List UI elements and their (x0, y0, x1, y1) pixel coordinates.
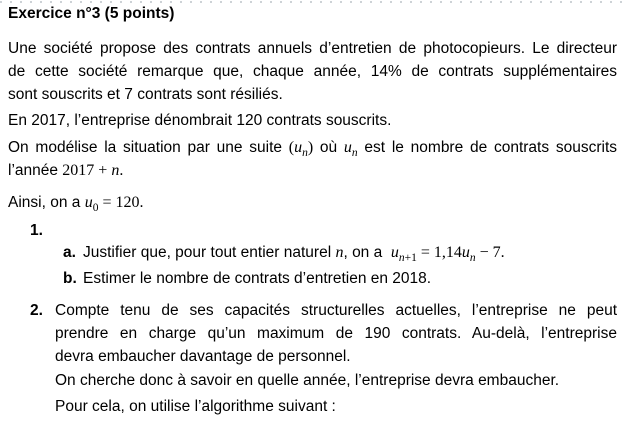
exercise-title: Exercice n°3 (5 points) (8, 5, 175, 22)
text-run: , on a (343, 244, 391, 261)
question-1a-row (63, 241, 617, 264)
text-line: Une société propose des contrats annuels d’entretien de photocopieurs. Le directeur (8, 40, 617, 57)
text-line: de cette société remarque que, chaque année, 14% de contrats supplémentaires (8, 63, 617, 80)
perforation-dotted-line (0, 1, 626, 3)
math-run: ( (288, 139, 295, 156)
math-run: u (461, 244, 470, 261)
math-run: = 120. (98, 194, 144, 211)
text-run: Justifier que, pour tout entier naturel (83, 244, 336, 261)
math-subscript: n (398, 252, 405, 265)
text-run: est le nombre de contrats souscrits (357, 139, 617, 156)
text-line: devra embaucher davantage de personnel. (55, 348, 351, 365)
math-subscript: n (469, 252, 476, 265)
math-subscript: n (351, 147, 358, 160)
math-run: n (335, 244, 344, 261)
question-1b-row (63, 267, 617, 290)
paragraph-intro (8, 37, 617, 106)
math-run: = 1,14 (416, 244, 462, 261)
math-run: − 7. (475, 244, 505, 261)
math-run: ) (307, 139, 314, 156)
math-run: n (111, 162, 120, 179)
math-run: u (294, 139, 303, 156)
math-subscript: +1 (404, 252, 417, 265)
question-2-text (55, 299, 617, 368)
question-1b-marker: b. (63, 270, 77, 287)
math-run: u (84, 194, 93, 211)
question-2-row (29, 299, 617, 368)
text-line (8, 159, 617, 182)
text-line (8, 136, 617, 159)
math-run: u (390, 244, 399, 261)
paragraph-initial-term (8, 191, 617, 214)
math-subscript: 0 (92, 202, 99, 215)
question-1-marker: 1. (30, 222, 43, 239)
paragraph-sequence-model (8, 136, 617, 182)
paragraph-year-2017: En 2017, l’entreprise dénombrait 120 contrats souscrits. (8, 112, 392, 129)
text-run: Ainsi, on a (8, 194, 85, 211)
paragraph-algorithm-intro: Pour cela, on utilise l’algorithme suivant : (55, 398, 336, 415)
math-subscript: n (302, 147, 308, 160)
math-run: u (343, 139, 352, 156)
text-line: Compte tenu de ses capacités structurelles actuelles, l’entreprise ne peut (55, 302, 617, 319)
question-1a-marker: a. (63, 244, 76, 261)
question-1a-text (83, 241, 617, 264)
text-run: où (313, 139, 344, 156)
paragraph-goal: On cherche donc à savoir en quelle année, l’entreprise devra embaucher. (55, 372, 560, 389)
text-run: l’année (8, 162, 63, 179)
math-run: 2017 + (62, 162, 112, 179)
text-line: sont souscrits et 7 contrats sont résiliés. (8, 86, 283, 103)
math-run: . (119, 162, 124, 179)
question-1b-text: Estimer le nombre de contrats d’entretien en 2018. (83, 270, 432, 287)
question-2-marker: 2. (30, 302, 43, 319)
text-line: prendre en charge qu’un maximum de 190 contrats. Au-delà, l’entreprise (55, 325, 617, 342)
text-run: On modélise la situation par une suite (8, 139, 289, 156)
